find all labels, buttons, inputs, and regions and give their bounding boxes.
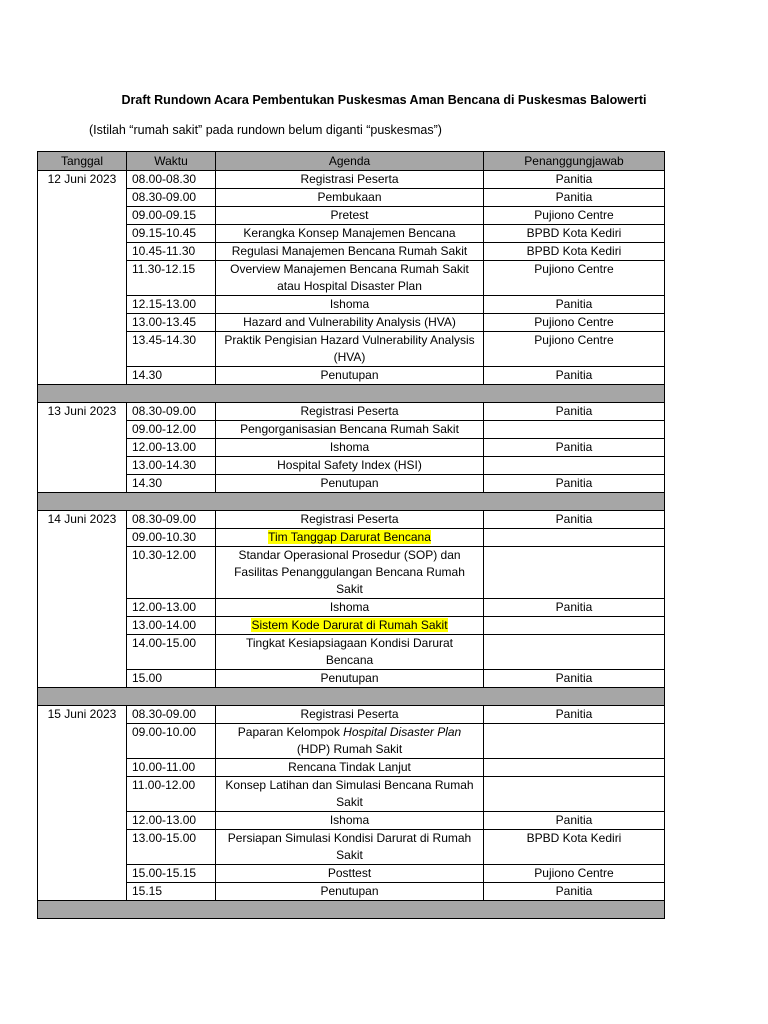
time-cell: 15.15 bbox=[127, 883, 216, 901]
agenda-cell bbox=[216, 457, 484, 475]
penanggungjawab-cell: Pujiono Centre bbox=[484, 865, 665, 883]
agenda-text: Penutupan bbox=[320, 368, 379, 382]
penanggungjawab-cell: Panitia bbox=[484, 883, 665, 901]
table-row bbox=[38, 883, 665, 901]
time-cell: 12.15-13.00 bbox=[127, 296, 216, 314]
agenda-text: Overview Manajemen Bencana Rumah Sakit atau Hospital Disaster Plan bbox=[230, 262, 469, 293]
document-subtitle: (Istilah “rumah sakit” pada rundown belum diganti “puskesmas”) bbox=[89, 123, 442, 137]
penanggungjawab-cell: Pujiono Centre bbox=[484, 261, 665, 296]
penanggungjawab-cell bbox=[484, 777, 665, 812]
agenda-cell bbox=[216, 314, 484, 332]
penanggungjawab-cell: Panitia bbox=[484, 670, 665, 688]
agenda-text: Persiapan Simulasi Kondisi Darurat di Rumah Sakit bbox=[227, 831, 472, 862]
table-row bbox=[38, 547, 665, 599]
penanggungjawab-cell bbox=[484, 529, 665, 547]
agenda-text: Registrasi Peserta bbox=[300, 404, 399, 418]
penanggungjawab-cell: Panitia bbox=[484, 296, 665, 314]
table-row bbox=[38, 314, 665, 332]
agenda-cell bbox=[216, 635, 484, 670]
table-row bbox=[38, 171, 665, 189]
time-cell: 08.30-09.00 bbox=[127, 189, 216, 207]
time-cell: 09.00-10.00 bbox=[127, 724, 216, 759]
table-row bbox=[38, 421, 665, 439]
table-row bbox=[38, 332, 665, 367]
agenda-text: Pembukaan bbox=[317, 190, 382, 204]
table-row bbox=[38, 706, 665, 724]
agenda-text: Tingkat Kesiapsiagaan Kondisi Darurat Bencana bbox=[245, 636, 453, 667]
agenda-text: Pengorganisasian Bencana Rumah Sakit bbox=[240, 422, 459, 436]
time-cell: 09.00-10.30 bbox=[127, 529, 216, 547]
penanggungjawab-cell: Panitia bbox=[484, 475, 665, 493]
agenda-text: Konsep Latihan dan Simulasi Bencana Rumah Sakit bbox=[225, 778, 474, 809]
table-row bbox=[38, 830, 665, 865]
day-separator bbox=[38, 688, 665, 706]
table-row bbox=[38, 261, 665, 296]
time-cell: 14.30 bbox=[127, 367, 216, 385]
date-cell: 13 Juni 2023 bbox=[38, 403, 127, 493]
penanggungjawab-cell: BPBD Kota Kediri bbox=[484, 225, 665, 243]
table-row bbox=[38, 189, 665, 207]
agenda-text: Praktik Pengisian Hazard Vulnerability Analysis (HVA) bbox=[224, 333, 475, 364]
table-row bbox=[38, 635, 665, 670]
table-row bbox=[38, 475, 665, 493]
agenda-text: Penutupan bbox=[320, 884, 379, 898]
agenda-cell bbox=[216, 547, 484, 599]
table-row bbox=[38, 367, 665, 385]
table-row bbox=[38, 457, 665, 475]
agenda-text: Registrasi Peserta bbox=[300, 512, 399, 526]
table-row bbox=[38, 670, 665, 688]
table-row bbox=[38, 439, 665, 457]
table-row bbox=[38, 225, 665, 243]
agenda-text: Ishoma bbox=[329, 600, 370, 614]
penanggungjawab-cell bbox=[484, 724, 665, 759]
agenda-cell bbox=[216, 475, 484, 493]
agenda-cell bbox=[216, 706, 484, 724]
agenda-cell bbox=[216, 225, 484, 243]
penanggungjawab-cell: Panitia bbox=[484, 439, 665, 457]
agenda-text-after: (HDP) Rumah Sakit bbox=[296, 742, 403, 756]
agenda-cell bbox=[216, 439, 484, 457]
time-cell: 08.30-09.00 bbox=[127, 706, 216, 724]
time-cell: 09.15-10.45 bbox=[127, 225, 216, 243]
header-row bbox=[38, 152, 665, 171]
agenda-text: Hospital Safety Index (HSI) bbox=[277, 458, 422, 472]
agenda-cell bbox=[216, 777, 484, 812]
table-row bbox=[38, 511, 665, 529]
agenda-text: Regulasi Manajemen Bencana Rumah Sakit bbox=[231, 244, 468, 258]
agenda-text: Rencana Tindak Lanjut bbox=[288, 760, 411, 774]
day-separator-row bbox=[38, 901, 665, 919]
agenda-cell bbox=[216, 812, 484, 830]
agenda-text: Standar Operasional Prosedur (SOP) dan Fasilitas Penanggulangan Bencana Rumah Sakit bbox=[234, 548, 465, 596]
agenda-text: Penutupan bbox=[320, 476, 379, 490]
table-row bbox=[38, 865, 665, 883]
agenda-cell bbox=[216, 529, 484, 547]
table-row bbox=[38, 243, 665, 261]
penanggungjawab-cell: Pujiono Centre bbox=[484, 207, 665, 225]
agenda-cell bbox=[216, 724, 484, 759]
table-row bbox=[38, 617, 665, 635]
day-separator-row bbox=[38, 385, 665, 403]
time-cell: 14.30 bbox=[127, 475, 216, 493]
penanggungjawab-cell bbox=[484, 635, 665, 670]
day-separator bbox=[38, 493, 665, 511]
agenda-text: Kerangka Konsep Manajemen Bencana bbox=[243, 226, 456, 240]
table-row bbox=[38, 403, 665, 421]
table-row bbox=[38, 724, 665, 759]
day-separator-row bbox=[38, 688, 665, 706]
agenda-text: Posttest bbox=[327, 866, 372, 880]
penanggungjawab-cell: Panitia bbox=[484, 599, 665, 617]
time-cell: 11.00-12.00 bbox=[127, 777, 216, 812]
time-cell: 09.00-12.00 bbox=[127, 421, 216, 439]
agenda-cell bbox=[216, 511, 484, 529]
agenda-cell bbox=[216, 830, 484, 865]
time-cell: 13.00-14.00 bbox=[127, 617, 216, 635]
date-cell: 14 Juni 2023 bbox=[38, 511, 127, 688]
agenda-cell bbox=[216, 421, 484, 439]
table-row bbox=[38, 759, 665, 777]
time-cell: 10.45-11.30 bbox=[127, 243, 216, 261]
penanggungjawab-cell: Panitia bbox=[484, 367, 665, 385]
table-row bbox=[38, 207, 665, 225]
time-cell: 08.00-08.30 bbox=[127, 171, 216, 189]
time-cell: 09.00-09.15 bbox=[127, 207, 216, 225]
agenda-cell bbox=[216, 367, 484, 385]
agenda-cell bbox=[216, 296, 484, 314]
time-cell: 13.00-14.30 bbox=[127, 457, 216, 475]
agenda-text: Ishoma bbox=[329, 813, 370, 827]
agenda-text: Penutupan bbox=[320, 671, 379, 685]
time-cell: 12.00-13.00 bbox=[127, 599, 216, 617]
time-cell: 08.30-09.00 bbox=[127, 511, 216, 529]
time-cell: 15.00 bbox=[127, 670, 216, 688]
agenda-text: Ishoma bbox=[329, 440, 370, 454]
agenda-cell bbox=[216, 883, 484, 901]
time-cell: 10.00-11.00 bbox=[127, 759, 216, 777]
penanggungjawab-cell: Panitia bbox=[484, 171, 665, 189]
penanggungjawab-cell: BPBD Kota Kediri bbox=[484, 243, 665, 261]
time-cell: 14.00-15.00 bbox=[127, 635, 216, 670]
time-cell: 13.00-13.45 bbox=[127, 314, 216, 332]
penanggungjawab-cell bbox=[484, 457, 665, 475]
agenda-cell bbox=[216, 759, 484, 777]
penanggungjawab-cell: Panitia bbox=[484, 403, 665, 421]
agenda-cell bbox=[216, 261, 484, 296]
date-cell: 12 Juni 2023 bbox=[38, 171, 127, 385]
agenda-cell bbox=[216, 171, 484, 189]
table-row bbox=[38, 777, 665, 812]
penanggungjawab-cell: Panitia bbox=[484, 706, 665, 724]
penanggungjawab-cell: Pujiono Centre bbox=[484, 332, 665, 367]
agenda-text: Hazard and Vulnerability Analysis (HVA) bbox=[243, 315, 456, 329]
day-separator bbox=[38, 385, 665, 403]
table-row bbox=[38, 296, 665, 314]
agenda-cell bbox=[216, 189, 484, 207]
time-cell: 12.00-13.00 bbox=[127, 439, 216, 457]
agenda-cell bbox=[216, 403, 484, 421]
time-cell: 15.00-15.15 bbox=[127, 865, 216, 883]
agenda-italic-text: Hospital Disaster Plan bbox=[343, 725, 462, 739]
agenda-cell bbox=[216, 865, 484, 883]
agenda-cell bbox=[216, 243, 484, 261]
time-cell: 13.00-15.00 bbox=[127, 830, 216, 865]
agenda-cell bbox=[216, 207, 484, 225]
agenda-cell bbox=[216, 617, 484, 635]
time-cell: 13.45-14.30 bbox=[127, 332, 216, 367]
table-row bbox=[38, 812, 665, 830]
time-cell: 11.30-12.15 bbox=[127, 261, 216, 296]
day-separator bbox=[38, 901, 665, 919]
penanggungjawab-cell bbox=[484, 759, 665, 777]
rundown-body bbox=[38, 171, 665, 919]
agenda-text: Registrasi Peserta bbox=[300, 707, 399, 721]
rundown-table bbox=[37, 151, 665, 919]
time-cell: 12.00-13.00 bbox=[127, 812, 216, 830]
penanggungjawab-cell: BPBD Kota Kediri bbox=[484, 830, 665, 865]
document-title: Draft Rundown Acara Pembentukan Puskesmas Aman Bencana di Puskesmas Balowerti bbox=[121, 93, 647, 107]
penanggungjawab-cell bbox=[484, 617, 665, 635]
agenda-cell bbox=[216, 599, 484, 617]
date-cell: 15 Juni 2023 bbox=[38, 706, 127, 901]
agenda-text: Registrasi Peserta bbox=[300, 172, 399, 186]
table-row bbox=[38, 529, 665, 547]
penanggungjawab-cell: Panitia bbox=[484, 511, 665, 529]
penanggungjawab-cell bbox=[484, 547, 665, 599]
penanggungjawab-cell: Pujiono Centre bbox=[484, 314, 665, 332]
time-cell: 10.30-12.00 bbox=[127, 547, 216, 599]
header-tanggal: Tanggal bbox=[38, 152, 127, 171]
header-penanggungjawab: Penanggungjawab bbox=[484, 152, 665, 171]
header-agenda: Agenda bbox=[216, 152, 484, 171]
penanggungjawab-cell: Panitia bbox=[484, 189, 665, 207]
agenda-text: Ishoma bbox=[329, 297, 370, 311]
agenda-cell bbox=[216, 332, 484, 367]
agenda-text: Paparan Kelompok bbox=[237, 725, 344, 739]
agenda-cell bbox=[216, 670, 484, 688]
header-waktu: Waktu bbox=[127, 152, 216, 171]
highlighted-agenda-text: Sistem Kode Darurat di Rumah Sakit bbox=[251, 618, 448, 632]
table-row bbox=[38, 599, 665, 617]
highlighted-agenda-text: Tim Tanggap Darurat Bencana bbox=[268, 530, 431, 544]
time-cell: 08.30-09.00 bbox=[127, 403, 216, 421]
agenda-text: Pretest bbox=[330, 208, 369, 222]
day-separator-row bbox=[38, 493, 665, 511]
penanggungjawab-cell bbox=[484, 421, 665, 439]
penanggungjawab-cell: Panitia bbox=[484, 812, 665, 830]
